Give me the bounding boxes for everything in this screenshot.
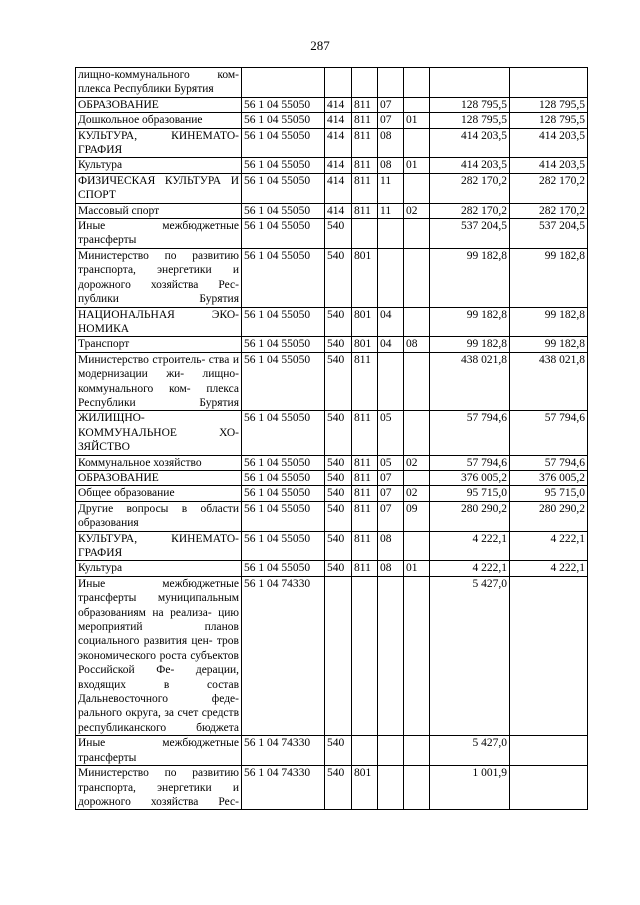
amount-year1-cell: 4 222,1: [430, 561, 510, 576]
amount-year1-cell: 99 182,8: [430, 337, 510, 352]
ministry-code-cell: [352, 68, 378, 98]
target-article-cell: 56 1 04 74330: [242, 576, 325, 735]
amount-year2-cell: 57 794,6: [510, 455, 588, 470]
table-row: [76, 455, 588, 470]
section-cell: [378, 766, 404, 810]
amount-year1-cell: 5 427,0: [430, 576, 510, 735]
row-name-cell: ОБРАЗОВАНИЕ: [76, 470, 242, 485]
target-article-cell: 56 1 04 55050: [242, 561, 325, 576]
expense-type-cell: 540: [325, 411, 352, 455]
ministry-code-cell: 801: [352, 248, 378, 307]
row-name-cell: КУЛЬТУРА, КИНЕМАТО- ГРАФИЯ: [76, 531, 242, 561]
section-cell: 08: [378, 158, 404, 173]
expense-type-cell: 540: [325, 501, 352, 531]
row-name-cell: Министерство по развитию транспорта, энергетики и дорожного хозяйства Рес- публики Бурятия: [76, 248, 242, 307]
table-row: [76, 470, 588, 485]
ministry-code-cell: 811: [352, 531, 378, 561]
target-article-cell: 56 1 04 55050: [242, 470, 325, 485]
row-name-cell: Иные межбюджетные трансферты: [76, 736, 242, 766]
ministry-code-cell: 811: [352, 352, 378, 411]
subsection-cell: [404, 128, 430, 158]
amount-year2-cell: 99 182,8: [510, 307, 588, 337]
target-article-cell: 56 1 04 55050: [242, 113, 325, 128]
target-article-cell: 56 1 04 55050: [242, 158, 325, 173]
subsection-cell: [404, 248, 430, 307]
amount-year1-cell: 376 005,2: [430, 470, 510, 485]
ministry-code-cell: 801: [352, 766, 378, 810]
ministry-code-cell: 811: [352, 486, 378, 501]
table-row: [76, 97, 588, 112]
row-name-cell: Массовый спорт: [76, 203, 242, 218]
row-name-cell: ФИЗИЧЕСКАЯ КУЛЬТУРА И СПОРТ: [76, 173, 242, 203]
row-name-cell: Коммунальное хозяйство: [76, 455, 242, 470]
expense-type-cell: 540: [325, 337, 352, 352]
table-row: [76, 531, 588, 561]
subsection-cell: 02: [404, 486, 430, 501]
subsection-cell: [404, 411, 430, 455]
expense-type-cell: 540: [325, 352, 352, 411]
target-article-cell: 56 1 04 74330: [242, 766, 325, 810]
amount-year2-cell: [510, 766, 588, 810]
ministry-code-cell: 811: [352, 113, 378, 128]
section-cell: 05: [378, 455, 404, 470]
section-cell: 11: [378, 173, 404, 203]
table-row: [76, 561, 588, 576]
expense-type-cell: [325, 68, 352, 98]
row-name-cell: Культура: [76, 561, 242, 576]
row-name-cell: ЖИЛИЩНО- КОММУНАЛЬНОЕ ХО- ЗЯЙСТВО: [76, 411, 242, 455]
amount-year2-cell: 438 021,8: [510, 352, 588, 411]
row-name-cell: Транспорт: [76, 337, 242, 352]
table-row: [76, 128, 588, 158]
amount-year2-cell: 99 182,8: [510, 337, 588, 352]
expense-type-cell: 540: [325, 455, 352, 470]
section-cell: 04: [378, 307, 404, 337]
target-article-cell: 56 1 04 55050: [242, 203, 325, 218]
subsection-cell: [404, 470, 430, 485]
amount-year1-cell: 4 222,1: [430, 531, 510, 561]
section-cell: 07: [378, 501, 404, 531]
page-number: 287: [310, 38, 330, 53]
ministry-code-cell: [352, 219, 378, 249]
expense-type-cell: 540: [325, 470, 352, 485]
amount-year2-cell: 128 795,5: [510, 113, 588, 128]
amount-year1-cell: 99 182,8: [430, 307, 510, 337]
amount-year1-cell: 5 427,0: [430, 736, 510, 766]
ministry-code-cell: 811: [352, 158, 378, 173]
ministry-code-cell: 811: [352, 203, 378, 218]
amount-year2-cell: [510, 576, 588, 735]
row-name-cell: Иные межбюджетные трансферты: [76, 219, 242, 249]
subsection-cell: [404, 97, 430, 112]
subsection-cell: 01: [404, 158, 430, 173]
subsection-cell: 01: [404, 561, 430, 576]
amount-year1-cell: 57 794,6: [430, 411, 510, 455]
expense-type-cell: 414: [325, 97, 352, 112]
table-row: [76, 173, 588, 203]
section-cell: [378, 68, 404, 98]
budget-table: [75, 67, 588, 810]
row-name-cell: лищно-коммунального ком- плекса Республики Бурятия: [76, 68, 242, 98]
amount-year1-cell: 438 021,8: [430, 352, 510, 411]
table-row: [76, 501, 588, 531]
subsection-cell: 08: [404, 337, 430, 352]
table-row: [76, 248, 588, 307]
amount-year1-cell: 282 170,2: [430, 203, 510, 218]
amount-year2-cell: [510, 68, 588, 98]
section-cell: [378, 219, 404, 249]
ministry-code-cell: [352, 576, 378, 735]
amount-year2-cell: 282 170,2: [510, 173, 588, 203]
ministry-code-cell: 801: [352, 337, 378, 352]
section-cell: 08: [378, 561, 404, 576]
target-article-cell: 56 1 04 55050: [242, 248, 325, 307]
target-article-cell: 56 1 04 55050: [242, 531, 325, 561]
amount-year1-cell: 1 001,9: [430, 766, 510, 810]
table-row: [76, 307, 588, 337]
amount-year1-cell: 57 794,6: [430, 455, 510, 470]
amount-year2-cell: 280 290,2: [510, 501, 588, 531]
section-cell: 05: [378, 411, 404, 455]
amount-year2-cell: 99 182,8: [510, 248, 588, 307]
table-row: [76, 68, 588, 98]
expense-type-cell: 540: [325, 561, 352, 576]
ministry-code-cell: 811: [352, 173, 378, 203]
ministry-code-cell: 811: [352, 97, 378, 112]
expense-type-cell: [325, 576, 352, 735]
row-name-cell: Министерство по развитию транспорта, энергетики и дорожного хозяйства Рес-: [76, 766, 242, 810]
amount-year1-cell: [430, 68, 510, 98]
target-article-cell: 56 1 04 55050: [242, 97, 325, 112]
target-article-cell: 56 1 04 55050: [242, 173, 325, 203]
expense-type-cell: 540: [325, 307, 352, 337]
subsection-cell: [404, 736, 430, 766]
ministry-code-cell: [352, 736, 378, 766]
expense-type-cell: 414: [325, 158, 352, 173]
expense-type-cell: 414: [325, 203, 352, 218]
expense-type-cell: 540: [325, 248, 352, 307]
target-article-cell: 56 1 04 55050: [242, 307, 325, 337]
table-row: [76, 576, 588, 735]
expense-type-cell: 414: [325, 113, 352, 128]
section-cell: 08: [378, 531, 404, 561]
section-cell: 07: [378, 97, 404, 112]
amount-year2-cell: [510, 736, 588, 766]
table-row: [76, 337, 588, 352]
amount-year2-cell: 376 005,2: [510, 470, 588, 485]
target-article-cell: 56 1 04 55050: [242, 455, 325, 470]
subsection-cell: 02: [404, 455, 430, 470]
row-name-cell: КУЛЬТУРА, КИНЕМАТО- ГРАФИЯ: [76, 128, 242, 158]
row-name-cell: Дошкольное образование: [76, 113, 242, 128]
expense-type-cell: 540: [325, 219, 352, 249]
expense-type-cell: 540: [325, 486, 352, 501]
target-article-cell: 56 1 04 55050: [242, 411, 325, 455]
table-row: [76, 736, 588, 766]
table-row: [76, 486, 588, 501]
amount-year1-cell: 95 715,0: [430, 486, 510, 501]
expense-type-cell: 414: [325, 173, 352, 203]
row-name-cell: Министерство строитель- ства и модернизации жи- лищно-коммунального ком- плекса Республики Бурятия: [76, 352, 242, 411]
amount-year2-cell: 414 203,5: [510, 158, 588, 173]
amount-year1-cell: 537 204,5: [430, 219, 510, 249]
target-article-cell: 56 1 04 55050: [242, 337, 325, 352]
amount-year2-cell: 537 204,5: [510, 219, 588, 249]
amount-year2-cell: 4 222,1: [510, 531, 588, 561]
row-name-cell: Иные межбюджетные трансферты муниципальным образованиям на реализа- цию мероприятий планов социального развития цен- тров экономического роста субъектов Российской Фе- дерации, входящих в состав Дальневосточного феде- рального округа, за счет средств республиканского бюджета: [76, 576, 242, 735]
section-cell: 07: [378, 486, 404, 501]
amount-year1-cell: 414 203,5: [430, 158, 510, 173]
table-row: [76, 113, 588, 128]
ministry-code-cell: 811: [352, 128, 378, 158]
row-name-cell: Общее образование: [76, 486, 242, 501]
section-cell: [378, 736, 404, 766]
section-cell: [378, 248, 404, 307]
expense-type-cell: 540: [325, 736, 352, 766]
target-article-cell: [242, 68, 325, 98]
row-name-cell: Культура: [76, 158, 242, 173]
target-article-cell: 56 1 04 74330: [242, 736, 325, 766]
amount-year1-cell: 414 203,5: [430, 128, 510, 158]
ministry-code-cell: 811: [352, 501, 378, 531]
ministry-code-cell: 801: [352, 307, 378, 337]
section-cell: 04: [378, 337, 404, 352]
table-row: [76, 411, 588, 455]
amount-year1-cell: 280 290,2: [430, 501, 510, 531]
ministry-code-cell: 811: [352, 411, 378, 455]
amount-year1-cell: 99 182,8: [430, 248, 510, 307]
subsection-cell: [404, 307, 430, 337]
target-article-cell: 56 1 04 55050: [242, 219, 325, 249]
subsection-cell: [404, 68, 430, 98]
amount-year2-cell: 282 170,2: [510, 203, 588, 218]
subsection-cell: [404, 766, 430, 810]
table-row: [76, 158, 588, 173]
ministry-code-cell: 811: [352, 561, 378, 576]
row-name-cell: НАЦИОНАЛЬНАЯ ЭКО- НОМИКА: [76, 307, 242, 337]
table-row: [76, 203, 588, 218]
amount-year1-cell: 128 795,5: [430, 113, 510, 128]
expense-type-cell: 540: [325, 531, 352, 561]
table-row: [76, 352, 588, 411]
subsection-cell: 01: [404, 113, 430, 128]
subsection-cell: 02: [404, 203, 430, 218]
amount-year2-cell: 414 203,5: [510, 128, 588, 158]
row-name-cell: ОБРАЗОВАНИЕ: [76, 97, 242, 112]
expense-type-cell: 414: [325, 128, 352, 158]
table-row: [76, 219, 588, 249]
amount-year1-cell: 282 170,2: [430, 173, 510, 203]
section-cell: [378, 576, 404, 735]
amount-year2-cell: 95 715,0: [510, 486, 588, 501]
ministry-code-cell: 811: [352, 455, 378, 470]
section-cell: [378, 352, 404, 411]
subsection-cell: [404, 531, 430, 561]
subsection-cell: [404, 219, 430, 249]
subsection-cell: [404, 173, 430, 203]
amount-year2-cell: 57 794,6: [510, 411, 588, 455]
target-article-cell: 56 1 04 55050: [242, 501, 325, 531]
expense-type-cell: 540: [325, 766, 352, 810]
ministry-code-cell: 811: [352, 470, 378, 485]
amount-year1-cell: 128 795,5: [430, 97, 510, 112]
row-name-cell: Другие вопросы в области образования: [76, 501, 242, 531]
target-article-cell: 56 1 04 55050: [242, 128, 325, 158]
table-row: [76, 766, 588, 810]
section-cell: 08: [378, 128, 404, 158]
section-cell: 07: [378, 470, 404, 485]
subsection-cell: [404, 352, 430, 411]
amount-year2-cell: 128 795,5: [510, 97, 588, 112]
target-article-cell: 56 1 04 55050: [242, 352, 325, 411]
amount-year2-cell: 4 222,1: [510, 561, 588, 576]
section-cell: 07: [378, 113, 404, 128]
subsection-cell: 09: [404, 501, 430, 531]
section-cell: 11: [378, 203, 404, 218]
subsection-cell: [404, 576, 430, 735]
target-article-cell: 56 1 04 55050: [242, 486, 325, 501]
